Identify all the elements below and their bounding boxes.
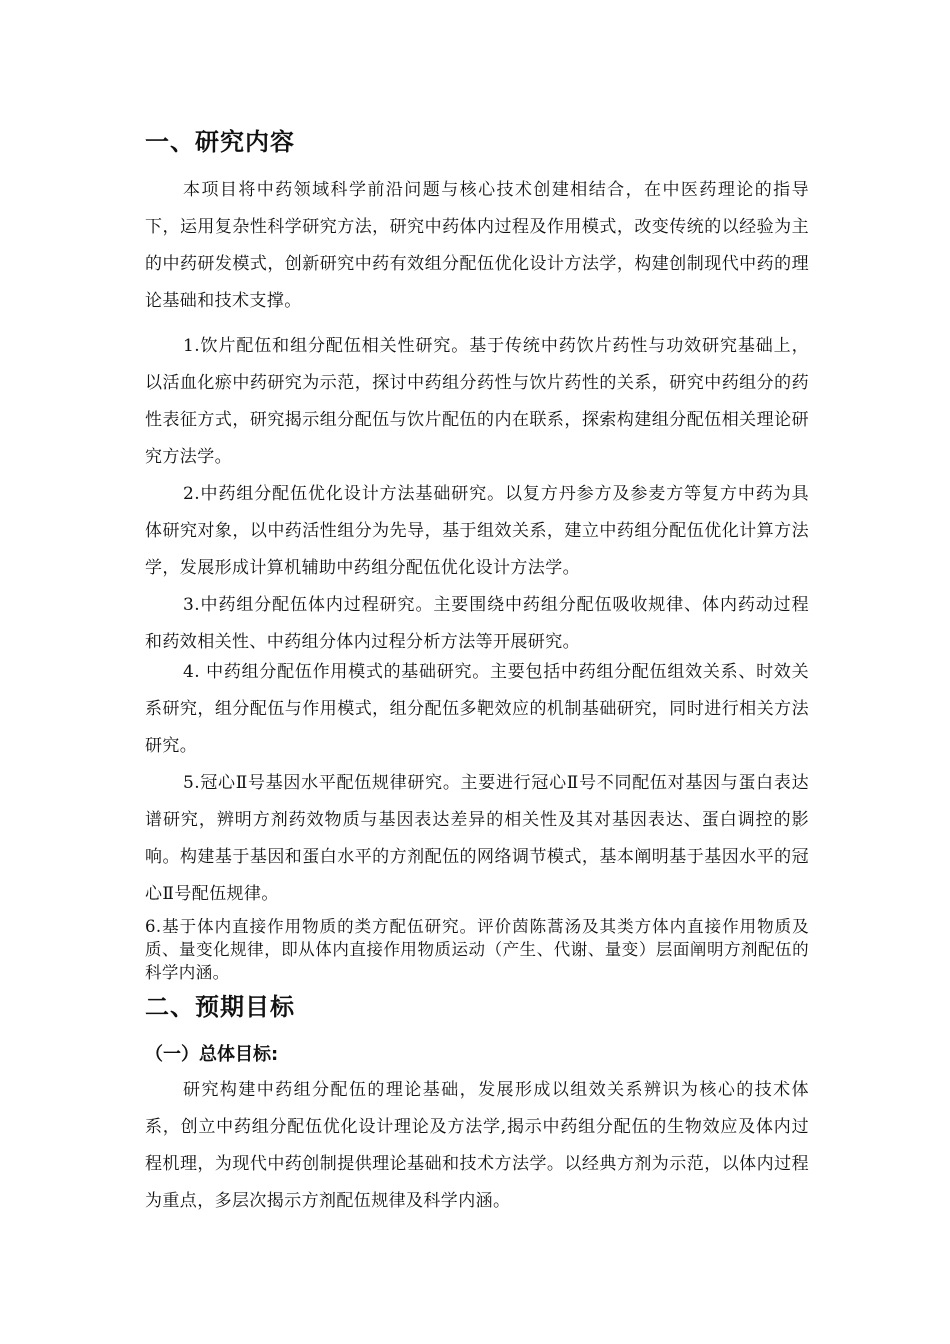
research-item-6: 6.基于体内直接作用物质的类方配伍研究。评价茵陈蒿汤及其类方体内直接作用物质及质、量变化规律，即从体内直接作用物质运动（产生、代谢、量变）层面阐明方剂配伍的科学内涵。 <box>145 917 809 982</box>
research-item-1: 1.饮片配伍和组分配伍相关性研究。基于传统中药饮片药性与功效研究基础上，以活血化瘀中药研究为示范，探讨中药组分药性与饮片药性的关系，研究中药组分的药性表征方式，研究揭示组分配伍与饮片配伍的内在联系，探索构建组分配伍相关理论研究方法学。 <box>145 336 809 467</box>
section-heading-expected-goals: 二、预期目标 <box>145 993 295 1021</box>
research-item-2: 2.中药组分配伍优化设计方法基础研究。以复方丹参方及参麦方等复方中药为具体研究对象，以中药活性组分为先导，基于组效关系，建立中药组分配伍优化计算方法学，发展形成计算机辅助中药组分配伍优化设计方法学。 <box>145 484 809 578</box>
research-item-4: 4. 中药组分配伍作用模式的基础研究。主要包括中药组分配伍组效关系、时效关系研究，组分配伍与作用模式，组分配伍多靶效应的机制基础研究，同时进行相关方法研究。 <box>145 662 809 756</box>
research-item-3: 3.中药组分配伍体内过程研究。主要围绕中药组分配伍吸收规律、体内药动过程和药效相关性、中药组分体内过程分析方法等开展研究。 <box>145 595 809 652</box>
subheading-overall-goal: （一）总体目标: <box>145 1044 279 1065</box>
overall-goal-paragraph: 研究构建中药组分配伍的理论基础，发展形成以组效关系辨识为核心的技术体系，创立中药组分配伍优化设计理论及方法学,揭示中药组分配伍的生物效应及体内过程机理，为现代中药创制提供理论基础和技术方法学。以经典方剂为示范，以体内过程为重点，多层次揭示方剂配伍规律及科学内涵。 <box>145 1080 809 1211</box>
intro-paragraph: 本项目将中药领域科学前沿问题与核心技术创建相结合，在中医药理论的指导下，运用复杂性科学研究方法，研究中药体内过程及作用模式，改变传统的以经验为主的中药研发模式，创新研究中药有效组分配伍优化设计方法学，构建创制现代中药的理论基础和技术支撑。 <box>145 180 809 311</box>
research-item-5: 5.冠心Ⅱ号基因水平配伍规律研究。主要进行冠心Ⅱ号不同配伍对基因与蛋白表达谱研究，辨明方剂药效物质与基因表达差异的相关性及其对基因表达、蛋白调控的影响。构建基于基因和蛋白水平的方剂配伍的网络调节模式，基本阐明基于基因水平的冠心Ⅱ号配伍规律。 <box>145 773 809 904</box>
section-heading-research-content: 一、研究内容 <box>145 128 295 156</box>
